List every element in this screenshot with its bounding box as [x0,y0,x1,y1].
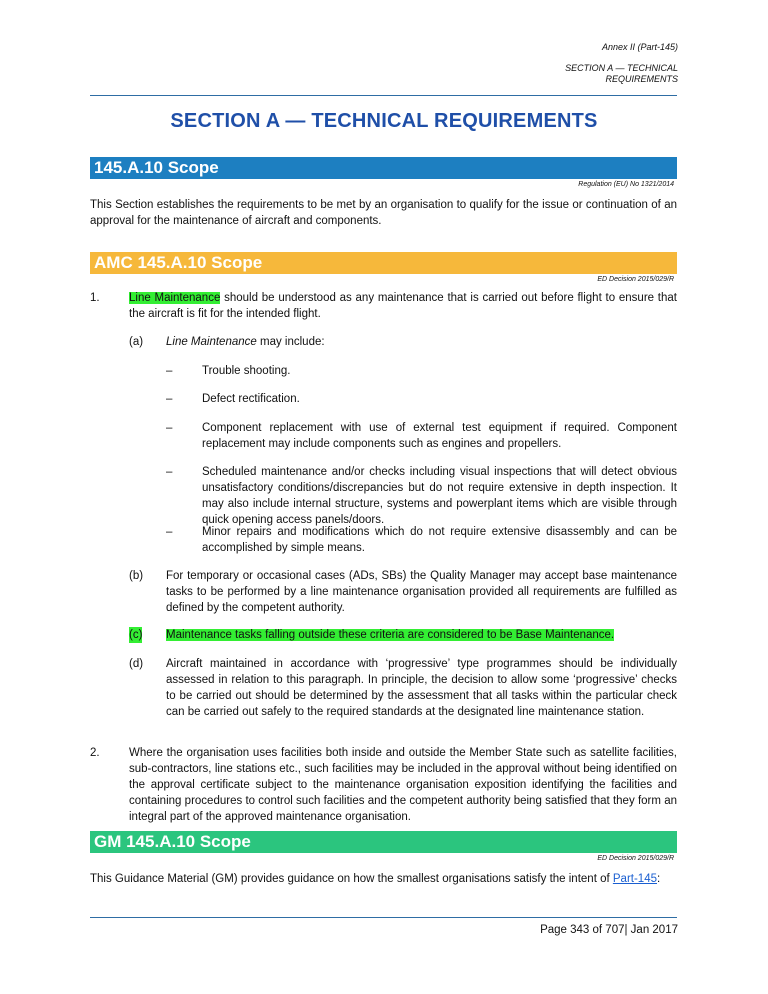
item2-number: 2. [90,747,100,759]
header-rule [90,95,677,96]
bullet-item: Component replacement with use of external test equipment if required. Component replacement may include components such as engines and propellers. [202,422,677,450]
gm-body [90,871,677,887]
item1-text [129,290,677,322]
bullet-item: Trouble shooting. [202,365,291,377]
item1a-label: (a) [129,336,144,348]
bullet-item: Scheduled maintenance and/or checks including visual inspections that will detect obvious unsatisfactory conditions/discrepancies but do not require extensive in depth inspection. It may also include internal structure, systems and powerplant items which are visible through quick opening access panels/doors. [202,466,677,526]
bullet-item: Defect rectification. [202,393,300,405]
item1c-text [166,627,677,643]
amc-heading: AMC 145.A.10 Scope [90,252,677,274]
item1-term: Line Maintenance [129,292,221,304]
header-doc-title: Annex II (Part-145) [601,42,678,52]
bullet-dash: – [166,526,173,538]
regulation-body: This Section establishes the requirements to be met by an organisation to qualify for the issue or continuation of an approval for the maintenance of aircraft and components. [90,199,677,227]
item1c-highlight: Maintenance tasks falling outside these criteria are considered to be Base Maintenance. [166,629,615,641]
gm-body-post: : [656,873,661,885]
item1b-text: For temporary or occasional cases (ADs, SBs) the Quality Manager may accept base maintenance tasks to be performed by a line maintenance organisation provided all requirements are fulfilled as defined by the competent authority. [166,570,677,614]
item1d-label: (d) [129,658,144,670]
item2-text: Where the organisation uses facilities both inside and outside the Member State such as satellite facilities, sub-contractors, line stations etc., such facilities may be included in the approval without being identified on the approval certificate subject to the maintenance organisation exposition identifying the facilities and containing procedures to control such facilities and the competent authority being satisfied that they form an integral part of the approved maintenance organisation. [129,747,677,823]
item1-number: 1. [90,292,100,304]
item1-rest: should be understood as any maintenance that is carried out before flight to ensure that the aircraft is fit for the intended flight. [129,292,677,320]
item1d-text: Aircraft maintained in accordance with ‘progressive’ type programmes should be individually assessed in relation to this paragraph. In principle, the decision to allow some ‘progressive’ checks to be carried out should be determined by the assessment that all tasks within the particular check can be carried out safely to the required standards at the designated line maintenance station. [166,658,677,718]
regulation-source: Regulation (EU) No 1321/2014 [578,181,674,188]
item1b-label: (b) [129,570,144,582]
bullet-dash: – [166,365,173,377]
bullet-item: Minor repairs and modifications which do not require extensive disassembly and can be accomplished by simple means. [202,526,677,554]
item1a-text [166,334,677,350]
page-footer: Page 343 of 707| Jan 2017 [540,924,678,936]
gm-source: ED Decision 2015/029/R [597,855,674,862]
header-section-line2: REQUIREMENTS [605,74,678,84]
gm-heading: GM 145.A.10 Scope [90,831,677,853]
gm-body-pre: This Guidance Material (GM) provides guidance on how the smallest organisations satisfy the intent of [90,873,613,885]
item1c-label: (c) [129,629,143,641]
item1a-rest: may include: [256,336,325,348]
header-section [565,63,678,85]
part145-link[interactable]: Part-145 [612,873,657,885]
header-section-line1: SECTION A — TECHNICAL [565,63,678,73]
page-title: SECTION A — TECHNICAL REQUIREMENTS [170,110,598,132]
bullet-dash: – [166,466,173,478]
bullet-dash: – [166,393,173,405]
amc-source: ED Decision 2015/029/R [597,276,674,283]
bullet-dash: – [166,422,173,434]
item1a-term: Line Maintenance [166,336,257,348]
regulation-heading: 145.A.10 Scope [90,157,677,179]
footer-rule [90,917,677,918]
